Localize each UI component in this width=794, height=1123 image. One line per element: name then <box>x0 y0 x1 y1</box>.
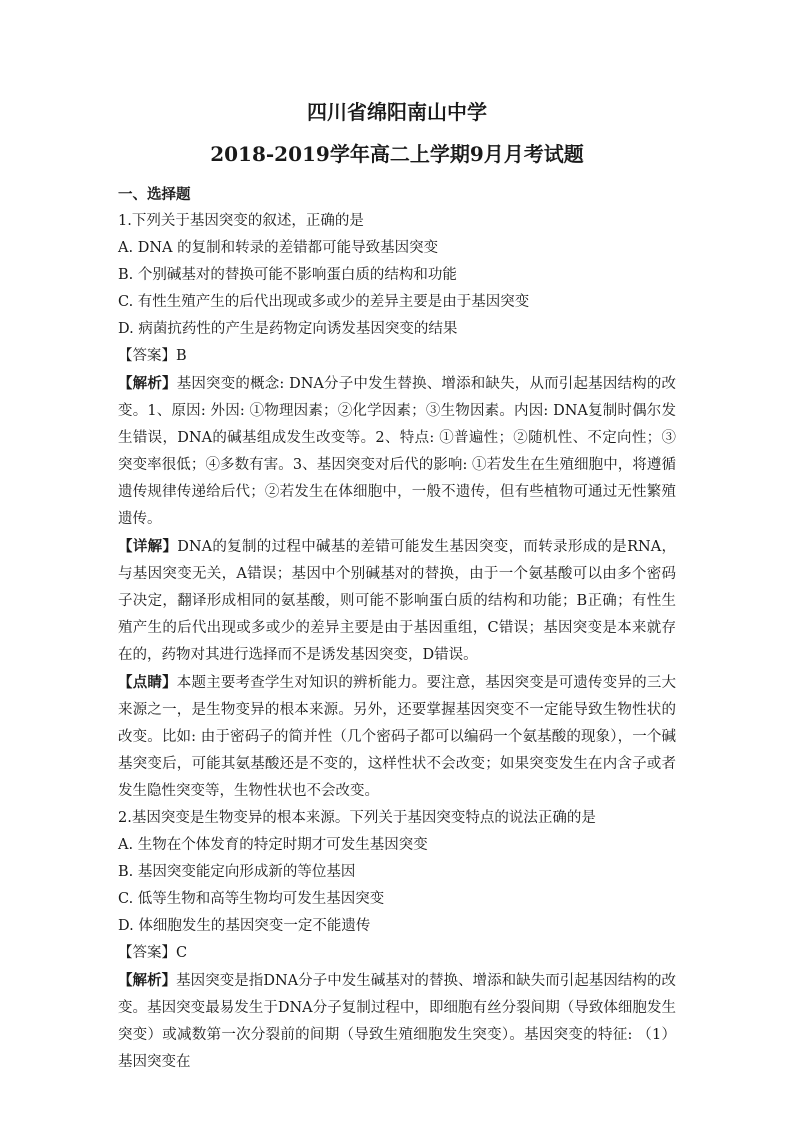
question-2-analysis <box>118 967 676 1076</box>
section-heading: 一、选择题 <box>118 186 191 203</box>
document-title: 四川省绵阳南山中学 <box>307 100 487 124</box>
question-1-analysis <box>118 370 676 533</box>
analysis-tag: 【解析】 <box>118 375 177 392</box>
comment-tag: 【点睛】 <box>118 674 177 691</box>
question-1-comment <box>118 669 676 805</box>
document-subtitle: 2018-2019学年高二上学期9月月考试题 <box>210 142 584 166</box>
analysis-text: 基因突变的概念: DNA分子中发生替换、增添和缺失，从而引起基因结构的改变。1、原因: 外因: ①物理因素；②化学因素；③生物因素。内因: DNA复制时偶尔发生错误，DNA的碱基组成发生改变等。2、特点: ①普遍性；②随机性、不定向性；③突变率很低；④多数有害。3、基因突变对后代的影响: ①若发生在生殖细胞中，将遵循遗传规律传递给后代；②若发生在体细胞中，一般不遗传，但有些植物可通过无性繁殖遗传。 <box>118 376 677 527</box>
detail-text: DNA的复制的过程中碱基的差错可能发生基因突变，而转录形成的是RNA，与基因突变无关，A错误；基因中个别碱基对的替换，由于一个氨基酸可以由多个密码子决定，翻译形成相同的氨基酸，则可能不影响蛋白质的结构和功能；B正确；有性生殖产生的后代出现或多或少的差异主要是由于基因重组，C错误；基因突变是本来就存在的，药物对其进行选择而不是诱发基因突变，D错误。 <box>118 539 677 663</box>
question-1-option-b: B. 个别碱基对的替换可能不影响蛋白质的结构和功能 <box>118 267 457 283</box>
detail-tag: 【详解】 <box>118 538 178 555</box>
question-2-option-c: C. 低等生物和高等生物均可发生基因突变 <box>118 891 385 907</box>
question-2-option-d: D. 体细胞发生的基因突变一定不能遗传 <box>118 918 371 934</box>
question-2-option-b: B. 基因突变能定向形成新的等位基因 <box>118 864 356 880</box>
question-1-stem: 1.下列关于基因突变的叙述，正确的是 <box>118 213 364 229</box>
question-2-option-a: A. 生物在个体发育的特定时期才可发生基因突变 <box>118 837 428 853</box>
question-1-option-d: D. 病菌抗药性的产生是药物定向诱发基因突变的结果 <box>118 321 458 337</box>
analysis-text: 基因突变是指DNA分子中发生碱基对的替换、增添和缺失而引起基因结构的改变。基因突变最易发生于DNA分子复制过程中，即细胞有丝分裂间期（导致体细胞发生突变）或减数第一次分裂前的间期（导致生殖细胞发生突变）。基因突变的特征: （1）基因突变在 <box>118 973 676 1070</box>
question-1-option-c: C. 有性生殖产生的后代出现或多或少的差异主要是由于基因突变 <box>118 294 530 310</box>
question-1-answer: 【答案】B <box>118 348 187 364</box>
question-2-answer: 【答案】C <box>118 945 188 961</box>
question-1-detail <box>118 533 676 669</box>
analysis-tag: 【解析】 <box>118 972 177 989</box>
comment-text: 本题主要考查学生对知识的辨析能力。要注意，基因突变是可遗传变异的三大来源之一，是生物变异的根本来源。另外，还要掌握基因突变不一定能导致生物性状的改变。比如: 由于密码子的简并性（几个密码子都可以编码一个氨基酸的现象），一个碱基突变后，可能其氨基酸还是不变的，这样性状不会改变；如果突变发生在内含子或者发生隐性突变等，生物性状也不会改变。 <box>118 675 677 799</box>
question-2-stem: 2.基因突变是生物变异的根本来源。下列关于基因突变特点的说法正确的是 <box>118 810 596 826</box>
question-1-option-a: A. DNA 的复制和转录的差错都可能导致基因突变 <box>118 240 439 256</box>
